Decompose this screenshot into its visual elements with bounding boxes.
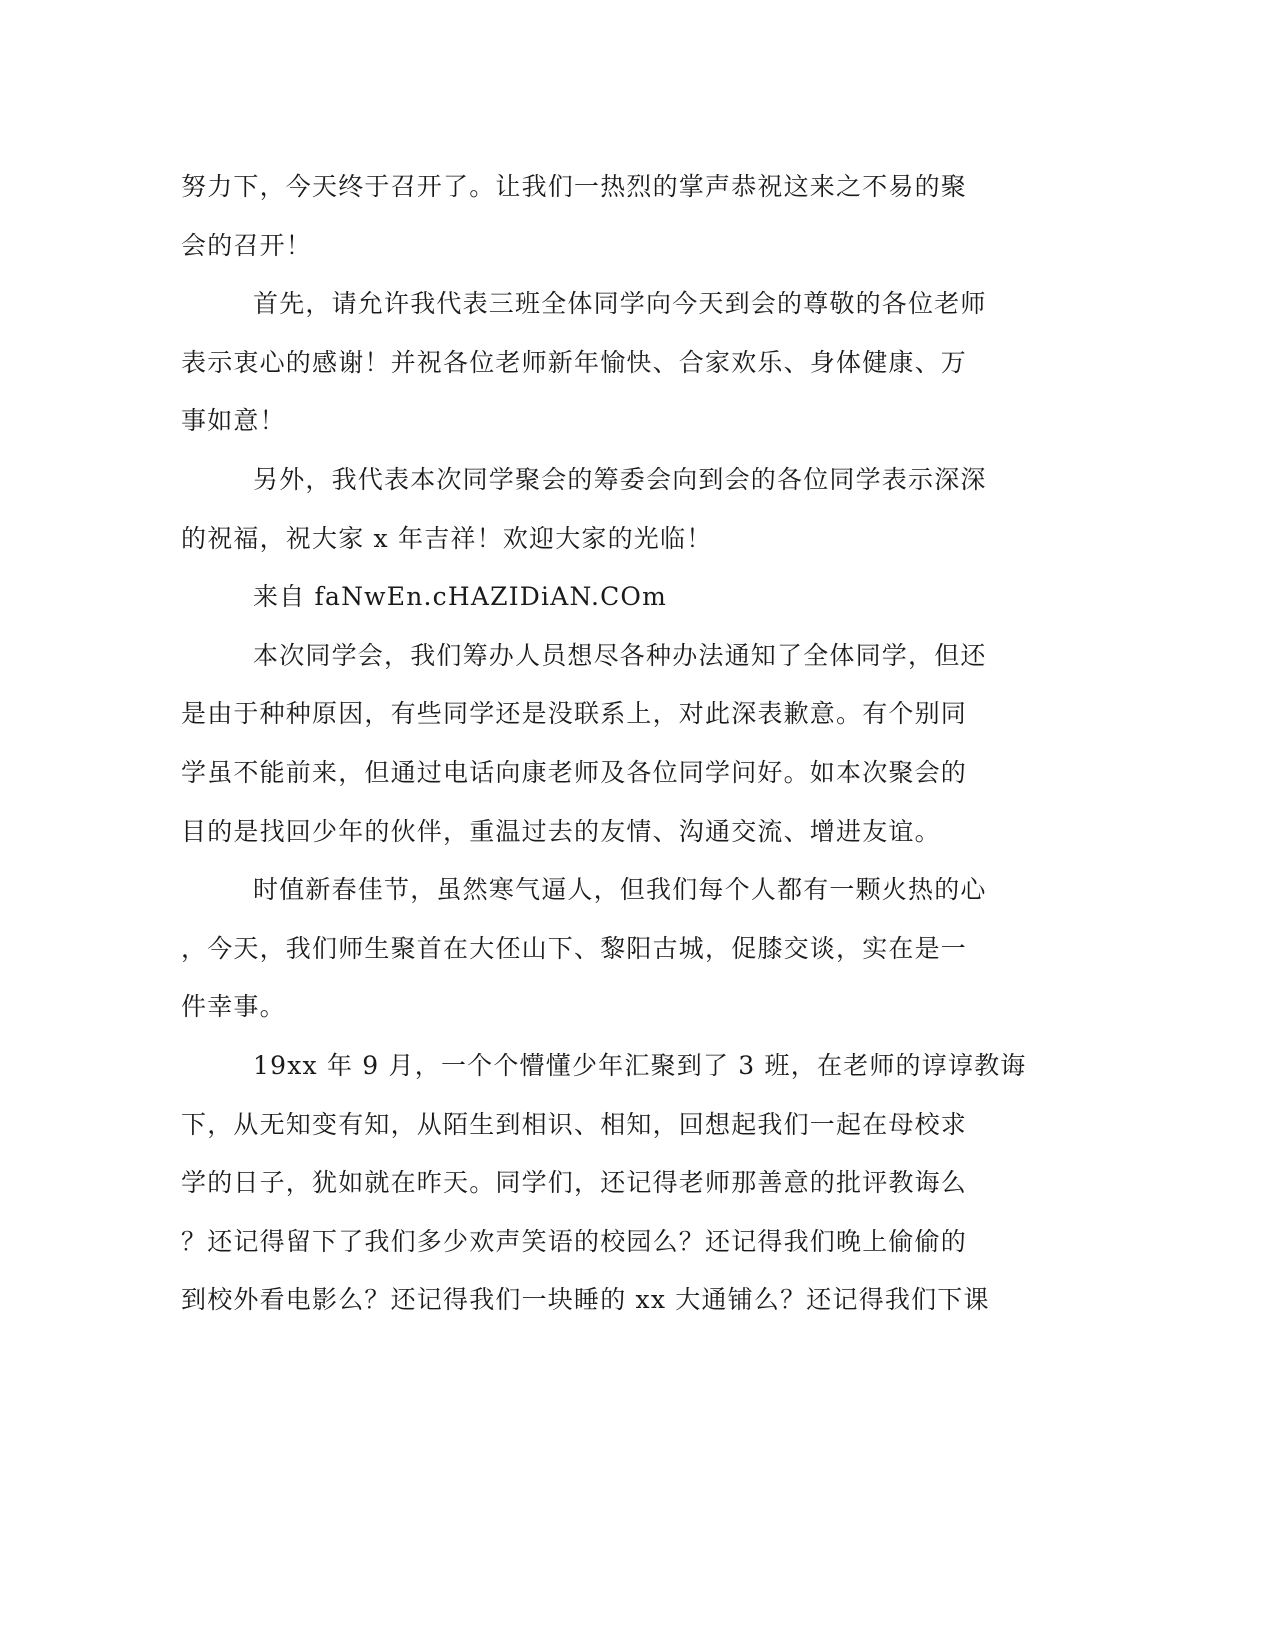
text-line: 学的日子，犹如就在昨天。同学们，还记得老师那善意的批评教诲么 bbox=[181, 1168, 968, 1198]
text-line: ，今天，我们师生聚首在大伾山下、黎阳古城，促膝交谈，实在是一 bbox=[181, 933, 968, 963]
paragraph-first-line: 另外，我代表本次同学聚会的筹委会向到会的各位同学表示深深 bbox=[253, 464, 987, 494]
source-line: 来自 faNwEn.cHAZIDiAN.COm bbox=[253, 582, 668, 612]
text-line: ？还记得留下了我们多少欢声笑语的校园么？还记得我们晚上偷偷的 bbox=[181, 1226, 968, 1256]
text-line: 到校外看电影么？还记得我们一块睡的 xx 大通铺么？还记得我们下课 bbox=[181, 1285, 990, 1315]
document-body bbox=[181, 158, 1031, 1330]
text-line: 学虽不能前来，但通过电话向康老师及各位同学问好。如本次聚会的 bbox=[181, 757, 968, 787]
text-line: 目的是找回少年的伙伴，重温过去的友情、沟通交流、增进友谊。 bbox=[181, 816, 941, 846]
text-line: 事如意！ bbox=[181, 406, 286, 436]
text-line: 表示衷心的感谢！并祝各位老师新年愉快、合家欢乐、身体健康、万 bbox=[181, 347, 968, 377]
text-line: 是由于种种原因，有些同学还是没联系上，对此深表歉意。有个别同 bbox=[181, 699, 968, 729]
paragraph-first-line: 19xx 年 9 月，一个个懵懂少年汇聚到了 3 班，在老师的谆谆教诲 bbox=[253, 1050, 1027, 1080]
paragraph-first-line: 时值新春佳节，虽然寒气逼人，但我们每个人都有一颗火热的心 bbox=[253, 875, 987, 905]
text-line: 件幸事。 bbox=[181, 992, 286, 1022]
paragraph-first-line: 本次同学会，我们筹办人员想尽各种办法通知了全体同学，但还 bbox=[253, 640, 987, 670]
text-line: 努力下，今天终于召开了。让我们一热烈的掌声恭祝这来之不易的聚 bbox=[181, 172, 968, 201]
paragraph-first-line: 首先，请允许我代表三班全体同学向今天到会的尊敬的各位老师 bbox=[253, 289, 987, 319]
text-line: 会的召开！ bbox=[181, 230, 313, 260]
text-line: 的祝福，祝大家 x 年吉祥！欢迎大家的光临！ bbox=[181, 523, 713, 553]
text-line: 下，从无知变有知，从陌生到相识、相知，回想起我们一起在母校求 bbox=[181, 1109, 968, 1139]
